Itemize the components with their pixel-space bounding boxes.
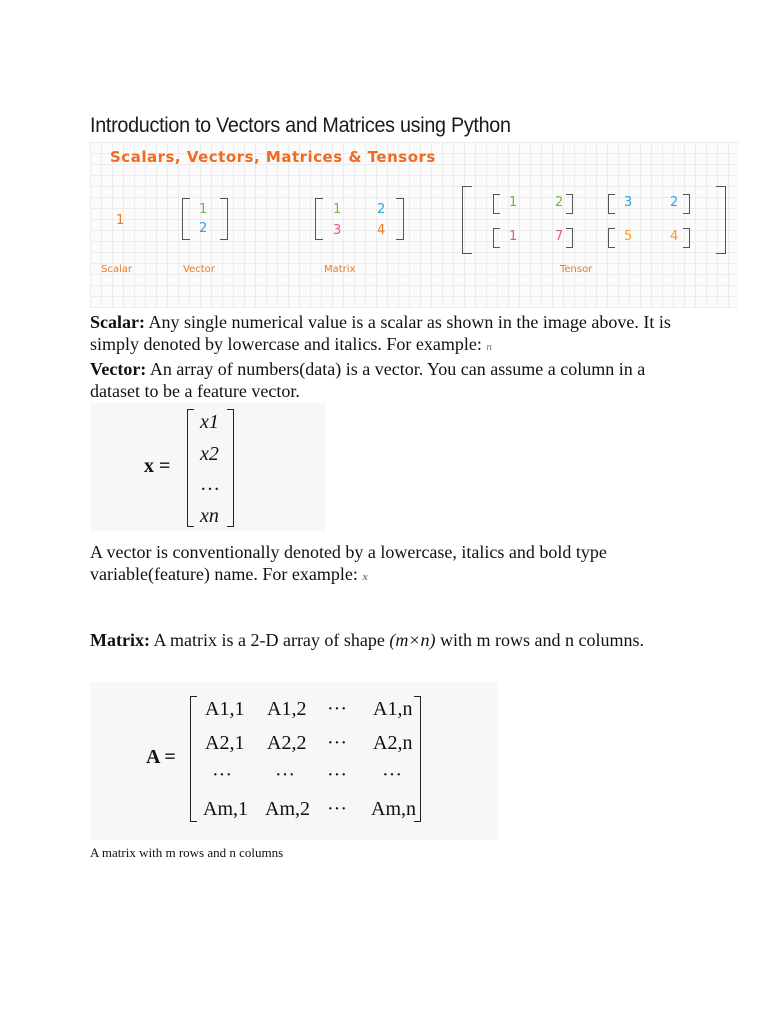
tensor-inner-bracket [608,228,615,248]
vector-equation-right-bracket [227,409,234,527]
vector-lhs: x = [144,455,171,477]
matrix-cell: A1,1 [205,698,245,720]
tensor-inner-bracket [608,194,615,214]
matrix-caption: A matrix with m rows and n columns [90,845,284,860]
scalar-value: 1 [116,213,125,228]
matrix-cell: Am,n [371,798,416,820]
matrix-cell: Am,1 [203,798,248,820]
matrix-entry: 2 [377,202,386,217]
vector-entry: 2 [199,221,208,236]
matrix-cell: A2,n [373,732,413,754]
infographic-title: Scalars, Vectors, Matrices & Tensors [110,148,436,166]
tensor-entry: 5 [624,229,633,244]
vector-entry-dots: … [200,473,220,495]
matrix-cell: A2,1 [205,732,245,754]
tensor-entry: 3 [624,195,633,210]
matrix-cell: ··· [212,764,232,786]
matrix-description-end: with m rows and n columns. [435,630,645,650]
matrix-lhs: A = [146,746,176,768]
matrix-cell: Am,2 [265,798,310,820]
tensor-inner-bracket [566,194,573,214]
matrix-heading: Matrix: [90,630,150,650]
matrix-cell: A2,2 [267,732,307,754]
vector-equation-left-bracket [187,409,194,527]
matrix-cell: A1,n [373,698,413,720]
vector-equation [90,403,326,531]
vector-entry-x1: x1 [200,411,219,433]
scalar-paragraph [90,311,690,402]
page-title: Introduction to Vectors and Matrices using Python [90,114,511,137]
matrix-entry: 3 [333,223,342,238]
vector-label: Vector [183,264,215,275]
tensor-inner-bracket [493,194,500,214]
tensor-label: Tensor [560,264,593,275]
vector-entry-x2: x2 [200,443,219,465]
tensor-entry: 1 [509,195,518,210]
tensor-entry: 1 [509,229,518,244]
matrix-right-bracket [396,198,404,240]
matrix-paragraph [90,625,690,656]
vector-entry-xn: xn [200,505,219,527]
scalar-label: Scalar [101,264,132,275]
tensor-right-bracket [716,186,726,254]
matrix-equation-left-bracket [190,696,197,822]
tensor-left-bracket [462,186,472,254]
matrix-cell: ··· [275,764,295,786]
matrix-left-bracket [315,198,323,240]
vector-heading: Vector: [90,359,147,379]
vector-left-bracket [182,198,190,240]
tensor-inner-bracket [566,228,573,248]
scalar-example: n [486,341,492,353]
matrix-cell: ··· [327,732,347,754]
tensor-inner-bracket [493,228,500,248]
tensor-entry: 2 [670,195,679,210]
matrix-entry: 1 [333,202,342,217]
matrix-description-start: A matrix is a 2-D array of shape [149,630,390,650]
matrix-cell: ··· [382,764,402,786]
scalar-heading: Scalar: [90,312,145,332]
tensor-entry: 7 [555,229,564,244]
matrix-cell: ··· [327,698,347,720]
vector-note-text: A vector is conventionally denoted by a lowercase, italics and bold type variable(feature) name. For example: [90,542,607,584]
scalar-description: Any single numerical value is a scalar as shown in the image above. It is simply denoted by lowercase and italics. For example: [90,312,671,354]
vector-note [90,541,690,588]
matrix-label: Matrix [324,264,356,275]
tensor-entry: 4 [670,229,679,244]
matrix-cell: ··· [327,764,347,786]
vector-description: An array of numbers(data) is a vector. You can assume a column in a dataset to be a feature vector. [90,359,646,401]
tensor-entry: 2 [555,195,564,210]
scalars-vectors-matrices-tensors-infographic [90,142,738,308]
vector-entry: 1 [199,202,208,217]
matrix-equation-right-bracket [414,696,421,822]
tensor-inner-bracket [683,228,690,248]
matrix-shape: (m×n) [389,630,436,650]
matrix-entry: 4 [377,223,386,238]
tensor-inner-bracket [683,194,690,214]
vector-right-bracket [220,198,228,240]
matrix-equation [90,682,498,840]
matrix-cell: A1,2 [267,698,307,720]
matrix-cell: ··· [327,798,347,820]
vector-note-example: x [362,571,368,583]
